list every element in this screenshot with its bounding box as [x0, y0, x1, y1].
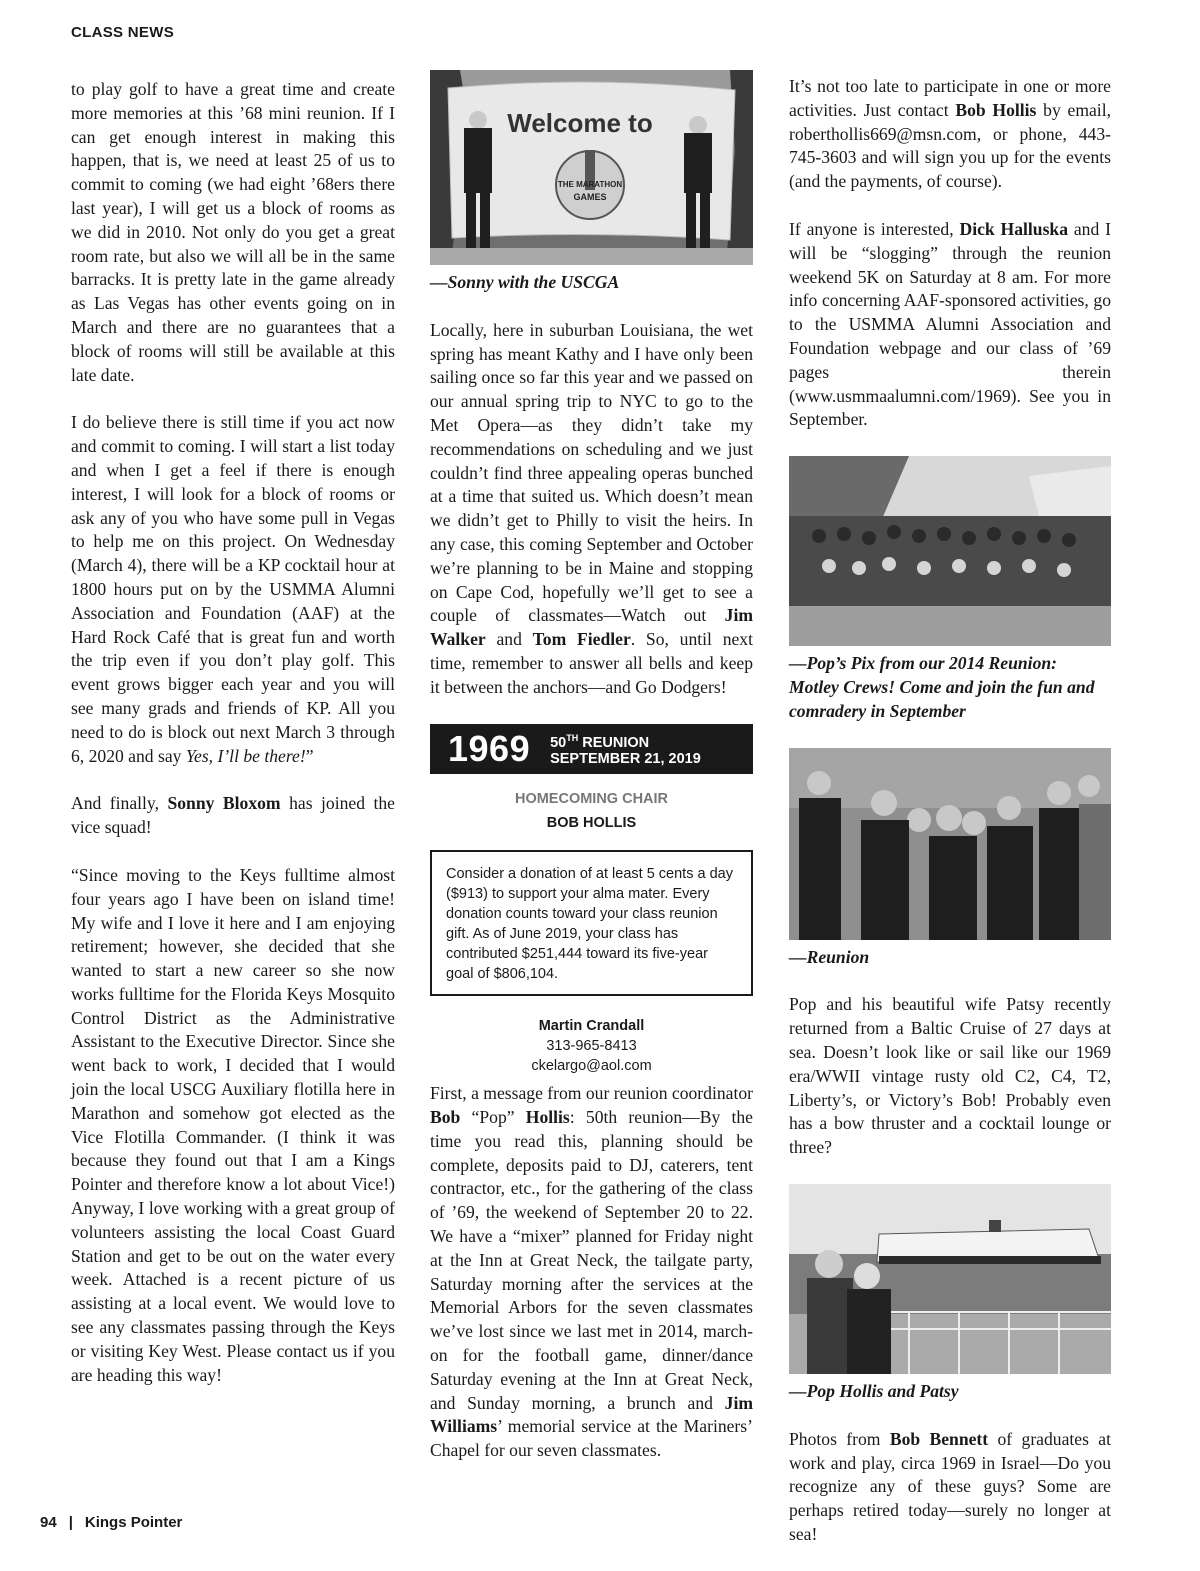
photo-2014-reunion-group: [789, 456, 1111, 646]
paragraph: Pop and his beautiful wife Patsy recently returned from a Baltic Cruise of 27 days at sea. Doesn’t look like or sail like our 1969 era/WWII vintage rusty old C2, C4, T2, Liberty’s, or Victory’s Bob! Probably even has a bow thruster and a cocktail lounge or three?: [789, 994, 1111, 1158]
photo-caption: —Sonny with the USCGA: [430, 272, 620, 292]
photo-sonny-uscga: [430, 70, 753, 265]
reunion-banner: [430, 724, 753, 774]
photo-2014-reunion-image: [789, 456, 1111, 646]
photo-reunion-men: [789, 748, 1111, 940]
banner-welcome-text: Welcome to: [507, 108, 653, 138]
paragraph: to play golf to have a great time and create more memories at this ’68 mini reunion. If I can get enough interest in making this happen, that is, we need at least 25 of us to commit to coming (we had eight ’68ers there last year), I will get us a block of rooms as we did in 2010. Not only do you get a great room rate, but also we will all be in the same barracks. It is pretty late in the game already as Las Vegas has other events going on in March and there are no guarantees that a block of rooms will still be available at this late date.: [71, 79, 395, 385]
paragraph: Locally, here in suburban Louisiana, the wet spring has meant Kathy and I have only been sailing once so far this year and we passed on our annual spring trip to NYC to go to the Met Opera—as they didn’t take my recommendations on scheduling and we just couldn’t find three appealing operas bunched at a time that suited us. Which doesn’t mean we didn’t get to Philly to visit the heirs. In any case, this coming September and October we’re planning to be in Maine and stopping on Cape Cod, hopefully we’ll get to see a couple of classmates—Watch out Jim Walker and Tom Fiedler. So, until next time, remember to answer all bells and keep it between the anchors—and Go Dodgers!: [430, 319, 753, 697]
photo-caption: —Reunion: [789, 946, 870, 967]
page-footer: 94 | Kings Pointer: [40, 1514, 183, 1531]
photo-sonny-uscga-image: [430, 70, 753, 265]
magazine-name: Kings Pointer: [84, 1514, 183, 1531]
section-header: CLASS NEWS: [71, 24, 175, 41]
reunion-info: 50TH REUNION SEPTEMBER 21, 2019: [550, 733, 701, 767]
banner-logo-bottom: GAMES: [573, 192, 607, 202]
column-1: [71, 78, 395, 1411]
reunion-date: SEPTEMBER 21, 2019: [550, 750, 701, 767]
class-contact: [430, 1016, 753, 1076]
paragraph: First, a message from our reunion coordinator Bob “Pop” Hollis: 50th reunion—By the time you read this, planning should be complete, deposits paid to DJ, caterers, tent contractor, etc., for the gathering of the class of ’69, the weekend of September 20 to 22. We have a “mixer” planned for Friday night at the Inn at Great Neck, the tailgate party, Saturday morning after the services at the Memorial Arbors for the seven classmates we’ve lost since we last met in 2014, march-on for the football game, dinner/dance Saturday evening at the Inn at Great Neck, and Sunday morning, a brunch and Jim Williams’ memorial service at the Mariners’ Chapel for our seven classmates.: [430, 1083, 753, 1461]
homecoming-chair: [430, 788, 753, 837]
chair-name: BOB HOLLIS: [546, 815, 637, 832]
page-number: 94: [40, 1514, 57, 1531]
chair-title: HOMECOMING CHAIR: [514, 790, 669, 807]
column-2: [430, 70, 753, 1487]
column-3: [789, 75, 1111, 1571]
photo-cruise-image: [789, 1184, 1111, 1374]
photo-pop-hollis-patsy: [789, 1184, 1111, 1374]
contact-email: ckelargo@aol.com: [531, 1058, 652, 1075]
paragraph: If anyone is interested, Dick Halluska and I will be “slogging” through the reunion weekend 5K on Saturday at 8 am. For more info concerning AAF-sponsored activities, go to the USMMA Alumni Association and Foundation webpage and our class of ’69 pages therein (www.usmmaalumni.com/1969). See you in September.: [789, 218, 1111, 430]
photo-caption: —Pop’s Pix from our 2014 Reunion: Motley Crews! Come and join the fun and comradery in September: [789, 653, 1095, 721]
banner-logo-top: THE MARATHON: [557, 180, 623, 189]
contact-name: Martin Crandall: [538, 1018, 645, 1035]
donation-box: Consider a donation of at least 5 cents a day ($913) to support your alma mater. Every donation counts toward your class reunion gift. As of June 2019, your class has contributed $251,444 toward its five-year goal of $806,104.: [430, 850, 753, 996]
reunion-year: 1969: [448, 727, 531, 769]
contact-phone: 313-965-8413: [546, 1038, 637, 1055]
paragraph: “Since moving to the Keys fulltime almost four years ago I have been on island time! My wife and I love it here and I am enjoying retirement; however, she decided that she wanted to start a new career so she now works fulltime for the Florida Keys Mosquito Control District as the Administrative Assistant to the Executive Director. Since she went back to work, I decided that I would join the local USCG Auxiliary flotilla here in Marathon and somehow got elected as the Vice Flotilla Commander. (I think it was because they found out that I am a Kings Pointer and therefore know a lot about Vice!) Anyway, I love working with a great group of volunteers assisting the local Coast Guard Station and get to be out on the water every week. Attached is a recent picture of us assisting at a local event. We would love to see any classmates passing through the Keys or visiting Key West. Please contact us if you are heading this way!: [71, 864, 395, 1385]
paragraph: Photos from Bob Bennett of graduates at work and play, circa 1969 in Israel—Do you recognize any of these guys? Some are perhaps retired today—surely no longer at sea!: [789, 1428, 1111, 1544]
paragraph: And finally, Sonny Bloxom has joined the vice squad!: [71, 793, 395, 838]
photo-reunion-image: [789, 748, 1111, 940]
paragraph: It’s not too late to participate in one or more activities. Just contact Bob Hollis by email, roberthollis669@msn.com, or phone, 443-745-3603 and will sign you up for the events (and the payments, of course).: [789, 76, 1111, 192]
photo-caption: —Pop Hollis and Patsy: [789, 1380, 959, 1401]
paragraph: I do believe there is still time if you act now and commit to coming. I will start a list today and when I get a feel if there is enough interest, I will look for a block of rooms or ask any of you who have some pull in Vegas to help me on this project. On Wednesday (March 4), there will be a KP cocktail hour at 1800 hours put on by the USMMA Alumni Association and Foundation (AAF) at the Hard Rock Café that is great fun and worth the trip even if you don’t play golf. This event grows bigger each year and you will see many grads and friends of KP. All you need to do is block out next March 3 through 6, 2020 and say Yes, I’ll be there!”: [71, 412, 395, 766]
